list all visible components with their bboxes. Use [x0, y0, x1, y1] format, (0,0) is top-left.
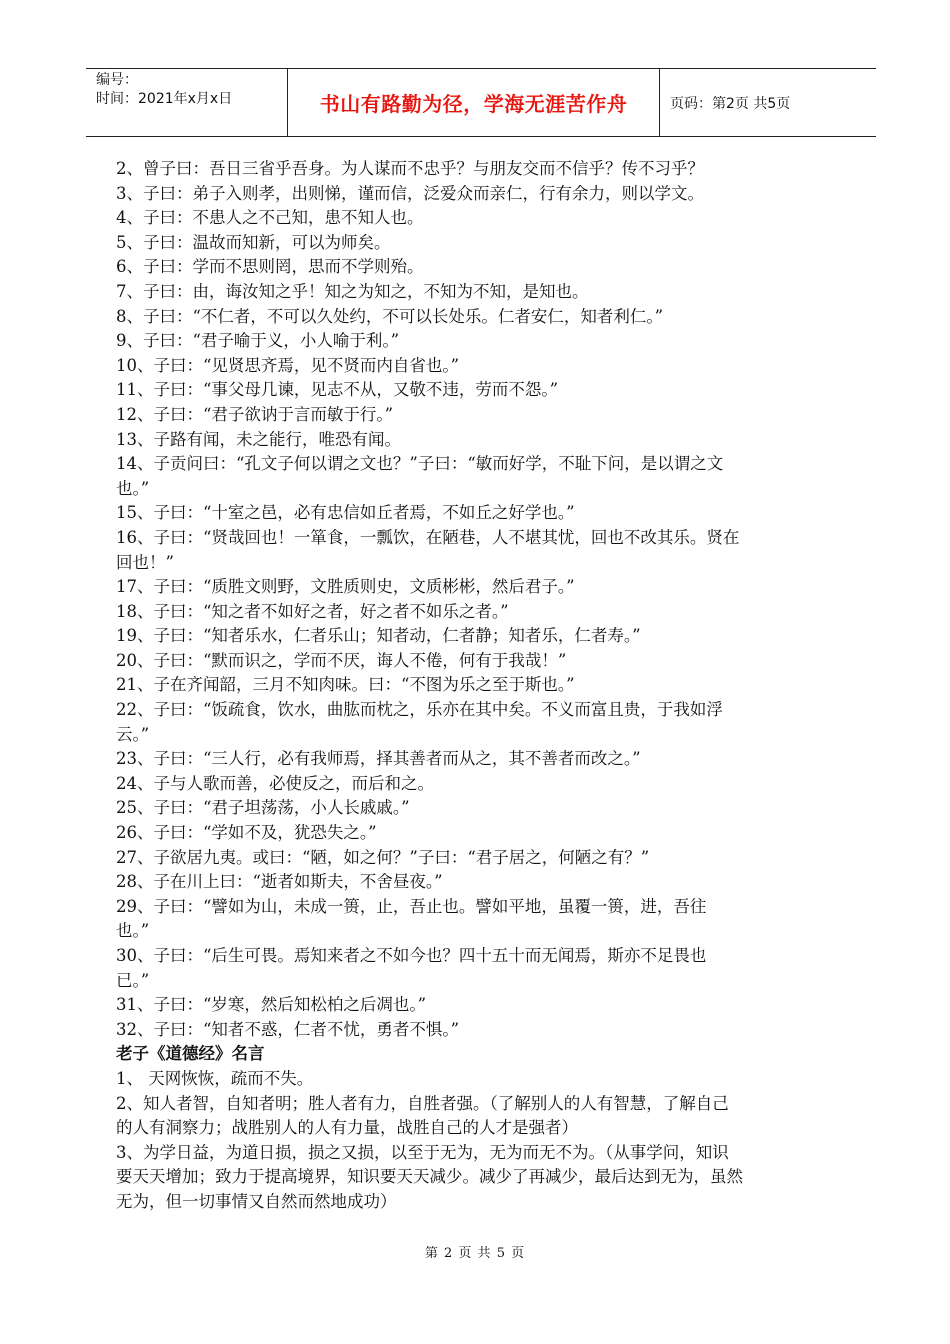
quote-line: 14、子贡问曰：“孔文子何以谓之文也？”子曰：“敏而好学，不耻下问，是以谓之文 — [116, 454, 724, 474]
header-motto: 书山有路勤为径，学海无涯苦作舟 — [288, 69, 660, 136]
laozi-line: 3、为学日益，为道日损，损之又损，以至于无为，无为而无不为。（从事学问，知识 — [116, 1142, 729, 1162]
quote-line: 20、子曰：“默而识之，学而不厌，诲人不倦，何有于我哉！” — [116, 650, 567, 670]
header-page-number: 页码：第2页 共5页 — [670, 95, 791, 112]
quote-line: 也。” — [116, 921, 150, 941]
quote-line: 12、子曰：“君子欲讷于言而敏于行。” — [116, 404, 394, 424]
quote-line: 回也！” — [116, 552, 174, 572]
quote-line: 9、子曰：“君子喻于义，小人喻于利。” — [116, 331, 400, 351]
quote-line: 11、子曰：“事父母几谏，见志不从，又敬不违，劳而不怨。” — [116, 380, 559, 400]
page-footer: 第 2 页 共 5 页 — [424, 1246, 526, 1261]
quote-line: 25、子曰：“君子坦荡荡，小人长戚戚。” — [116, 798, 410, 818]
quote-line: 17、子曰：“质胜文则野，文胜质则史，文质彬彬，然后君子。” — [116, 577, 575, 597]
laozi-line: 的人有洞察力；战胜别人的人有力量，战胜自己的人才是强者） — [116, 1118, 578, 1138]
time-label: 时间：2021年x月x日 — [96, 91, 233, 107]
quote-line: 27、子欲居九夷。或曰：“陋，如之何？”子曰：“君子居之，何陋之有？” — [116, 847, 650, 867]
quote-line: 云。” — [116, 724, 150, 744]
quote-line: 21、子在齐闻韶，三月不知肉味。曰：“不图为乐之至于斯也。” — [116, 675, 575, 695]
quote-line: 22、子曰：“饭疏食，饮水，曲肱而枕之，乐亦在其中矣。不义而富且贵，于我如浮 — [116, 700, 723, 720]
quote-line: 26、子曰：“学如不及，犹恐失之。” — [116, 823, 377, 843]
document-body — [116, 157, 856, 1215]
quote-line: 30、子曰：“后生可畏。焉知来者之不如今也？四十五十而无闻焉，斯亦不足畏也 — [116, 946, 707, 965]
quote-line: 31、子曰：“岁寒，然后知松柏之后凋也。” — [116, 995, 427, 1015]
quote-line: 28、子在川上曰：“逝者如斯夫，不舍昼夜。” — [116, 872, 443, 892]
quote-line: 3、子曰：弟子入则孝，出则悌，谨而信，泛爱众而亲仁，行有余力，则以学文。 — [116, 183, 704, 203]
header-meta — [86, 69, 288, 136]
section-title: 老子《道德经》名言 — [116, 1044, 265, 1064]
quote-line: 已。” — [116, 970, 150, 990]
quote-line: 6、子曰：学而不思则罔，思而不学则殆。 — [116, 257, 424, 277]
laozi-line: 2、知人者智，自知者明；胜人者有力，自胜者强。（了解别人的人有智慧，了解自己 — [116, 1093, 729, 1113]
quote-line: 19、子曰：“知者乐水，仁者乐山；知者动，仁者静；知者乐，仁者寿。” — [116, 626, 641, 646]
laozi-line: 要天天增加；致力于提高境界，知识要天天减少。减少了再减少，最后达到无为，虽然 — [116, 1167, 743, 1187]
laozi-line: 无为，但一切事情又自然而然地成功） — [116, 1191, 397, 1211]
quote-line: 10、子曰：“见贤思齐焉，见不贤而内自省也。” — [116, 355, 460, 375]
laozi-line: 1、 天网恢恢，疏而不失。 — [116, 1068, 314, 1088]
analects-quotes — [116, 157, 856, 1042]
quote-line: 2、曾子曰：吾日三省乎吾身。为人谋而不忠乎？与朋友交而不信乎？传不习乎？ — [116, 159, 704, 178]
quote-line: 29、子曰：“譬如为山，未成一篑，止，吾止也。譬如平地，虽覆一篑，进，吾往 — [116, 896, 707, 916]
page-header — [86, 68, 876, 137]
quote-line: 23、子曰：“三人行，必有我师焉，择其善者而从之，其不善者而改之。” — [116, 749, 641, 769]
quote-line: 也。” — [116, 478, 150, 498]
quote-line: 13、子路有闻，未之能行，唯恐有闻。 — [116, 429, 401, 449]
quote-line: 16、子曰：“贤哉回也！一箪食，一瓢饮，在陋巷，人不堪其忧，回也不改其乐。贤在 — [116, 527, 740, 547]
quote-line: 8、子曰：“不仁者，不可以久处约，不可以长处乐。仁者安仁，知者利仁。” — [116, 306, 664, 326]
quote-line: 18、子曰：“知之者不如好之者，好之者不如乐之者。” — [116, 601, 509, 621]
quote-line: 15、子曰：“十室之邑，必有忠信如丘者焉，不如丘之好学也。” — [116, 503, 575, 523]
laozi-quotes — [116, 1067, 856, 1215]
quote-line: 24、子与人歌而善，必使反之，而后和之。 — [116, 773, 434, 793]
code-label: 编号： — [96, 72, 138, 88]
quote-line: 4、子曰：不患人之不己知，患不知人也。 — [116, 208, 424, 228]
quote-line: 7、子曰：由，诲汝知之乎！知之为知之，不知为不知，是知也。 — [116, 281, 589, 301]
quote-line: 5、子曰：温故而知新，可以为师矣。 — [116, 232, 391, 252]
quote-line: 32、子曰：“知者不惑，仁者不忧，勇者不惧。” — [116, 1019, 460, 1039]
